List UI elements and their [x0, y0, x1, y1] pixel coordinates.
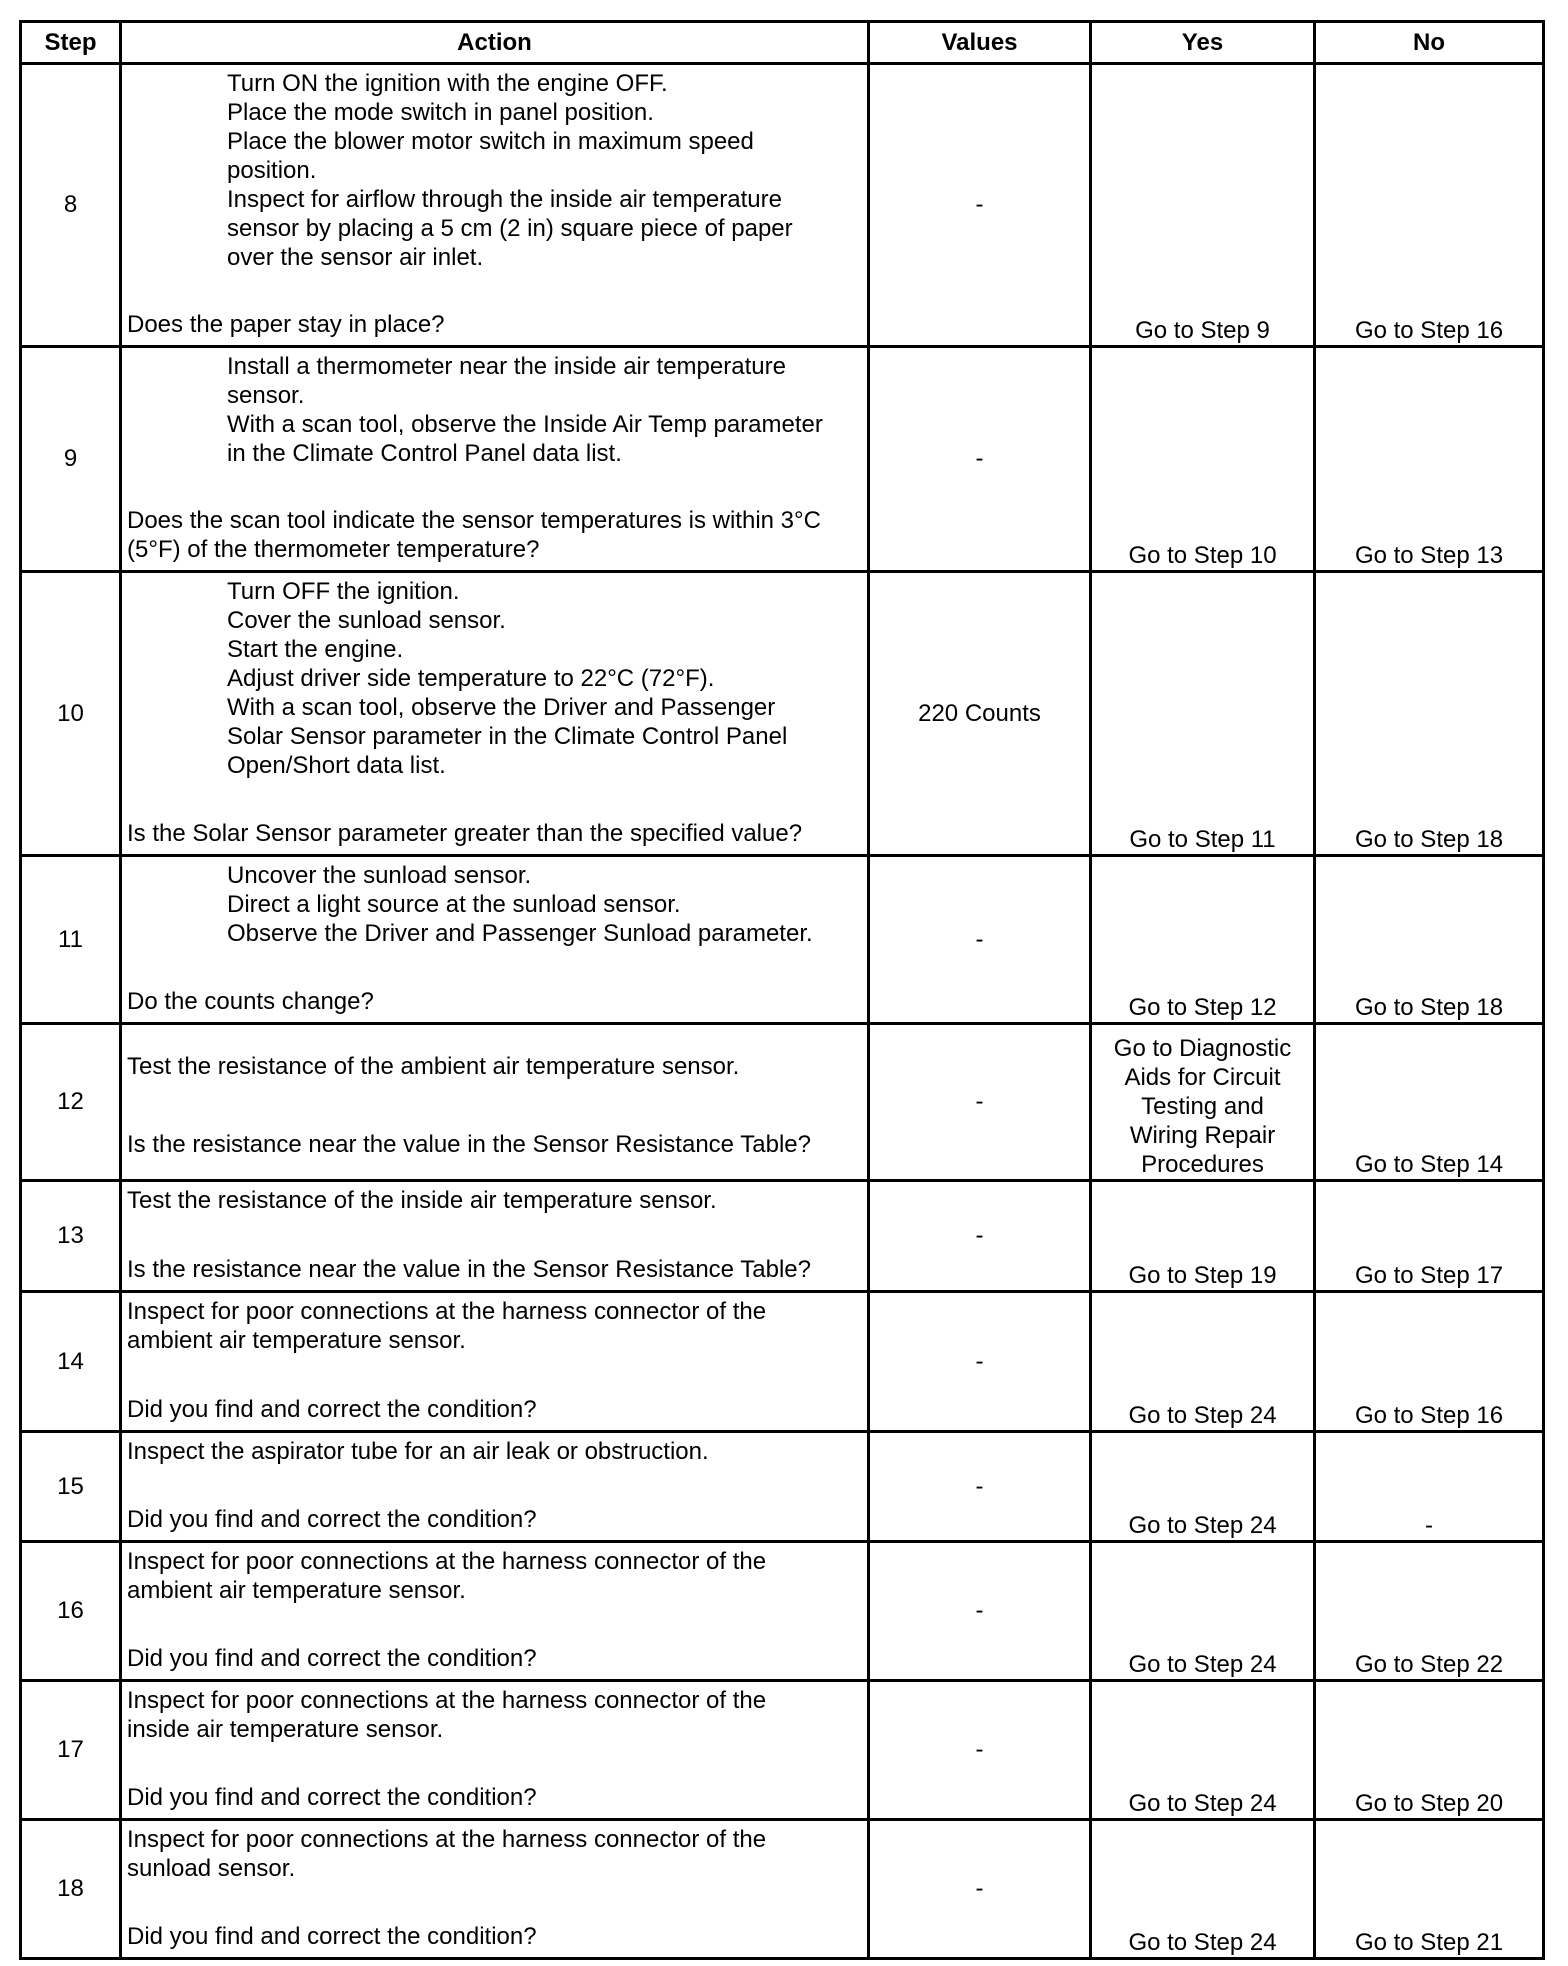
- value-cell: -: [869, 856, 1091, 1024]
- header-step: Step: [21, 22, 121, 64]
- action-question: Is the resistance near the value in the Sensor Resistance Table?: [127, 1256, 811, 1283]
- action-cell: [121, 1432, 869, 1542]
- step-number: 16: [21, 1542, 121, 1681]
- header-row: [21, 22, 1544, 64]
- value-cell: -: [869, 1292, 1091, 1432]
- table-row: [21, 1024, 1544, 1181]
- action-question: Did you find and correct the condition?: [127, 1396, 537, 1423]
- step-number: 12: [21, 1024, 121, 1181]
- step-number: 13: [21, 1181, 121, 1292]
- action-instructions: Inspect for poor connections at the harness connector of the inside air temperature sensor.: [127, 1687, 767, 1743]
- action-question: Is the Solar Sensor parameter greater than the specified value?: [127, 820, 803, 847]
- value-cell: -: [869, 1024, 1091, 1181]
- action-instructions: Uncover the sunload sensor. Direct a light source at the sunload sensor. Observe the Driver and Passenger Sunload parameter.: [227, 862, 813, 947]
- yes-result: Go to Step 24: [1091, 1542, 1315, 1681]
- action-cell: [121, 856, 869, 1024]
- yes-result: Go to Step 19: [1091, 1181, 1315, 1292]
- no-result: Go to Step 14: [1315, 1024, 1544, 1181]
- table-row: [21, 1681, 1544, 1820]
- step-number: 17: [21, 1681, 121, 1820]
- step-number: 14: [21, 1292, 121, 1432]
- action-cell: [121, 64, 869, 347]
- step-number: 15: [21, 1432, 121, 1542]
- action-instructions: Inspect for poor connections at the harness connector of the sunload sensor.: [127, 1826, 767, 1882]
- yes-result: Go to Step 24: [1091, 1432, 1315, 1542]
- yes-result: Go to Step 9: [1091, 64, 1315, 347]
- value-cell: -: [869, 1681, 1091, 1820]
- action-question: Did you find and correct the condition?: [127, 1923, 537, 1950]
- action-instructions: Inspect for poor connections at the harness connector of the ambient air temperature sensor.: [127, 1548, 767, 1604]
- no-result: -: [1315, 1432, 1544, 1542]
- no-result: Go to Step 16: [1315, 1292, 1544, 1432]
- action-cell: [121, 1542, 869, 1681]
- action-question: Did you find and correct the condition?: [127, 1645, 537, 1672]
- step-number: 10: [21, 572, 121, 856]
- yes-result: Go to Step 12: [1091, 856, 1315, 1024]
- yes-result: Go to Step 10: [1091, 347, 1315, 572]
- value-cell: -: [869, 64, 1091, 347]
- no-result: Go to Step 20: [1315, 1681, 1544, 1820]
- action-instructions: Test the resistance of the inside air temperature sensor.: [127, 1187, 717, 1214]
- table-row: [21, 64, 1544, 347]
- action-cell: [121, 1681, 869, 1820]
- step-number: 11: [21, 856, 121, 1024]
- header-action: Action: [121, 22, 869, 64]
- step-number: 8: [21, 64, 121, 347]
- action-instructions: Turn ON the ignition with the engine OFF. Place the mode switch in panel position. Place the blower motor switch in maximum speed position. Inspect for airflow through the inside air temperature sensor by placing a 5 cm (2 in) square piece of paper over the sensor air inlet.: [227, 70, 793, 271]
- value-cell: -: [869, 1432, 1091, 1542]
- yes-result: Go to Diagnostic Aids for Circuit Testing and Wiring Repair Procedures: [1091, 1024, 1315, 1181]
- no-result: Go to Step 13: [1315, 347, 1544, 572]
- action-cell: [121, 1820, 869, 1959]
- action-instructions: Inspect for poor connections at the harness connector of the ambient air temperature sensor.: [127, 1298, 767, 1354]
- table-row: [21, 347, 1544, 572]
- action-question: Do the counts change?: [127, 988, 374, 1015]
- table-row: [21, 572, 1544, 856]
- yes-result: Go to Step 24: [1091, 1820, 1315, 1959]
- no-result: Go to Step 22: [1315, 1542, 1544, 1681]
- no-result: Go to Step 21: [1315, 1820, 1544, 1959]
- value-cell: -: [869, 1181, 1091, 1292]
- yes-result: Go to Step 24: [1091, 1292, 1315, 1432]
- action-instructions: Test the resistance of the ambient air temperature sensor.: [127, 1053, 740, 1080]
- value-cell: -: [869, 1542, 1091, 1681]
- table-row: [21, 1292, 1544, 1432]
- table-row: [21, 1181, 1544, 1292]
- action-question: Does the scan tool indicate the sensor temperatures is within 3°C (5°F) of the thermometer temperature?: [127, 507, 821, 563]
- table-row: [21, 1432, 1544, 1542]
- action-instructions: Inspect the aspirator tube for an air leak or obstruction.: [127, 1438, 709, 1465]
- action-cell: [121, 572, 869, 856]
- yes-result: Go to Step 11: [1091, 572, 1315, 856]
- action-instructions: Install a thermometer near the inside air temperature sensor. With a scan tool, observe the Inside Air Temp parameter in the Climate Control Panel data list.: [227, 353, 823, 467]
- yes-result: Go to Step 24: [1091, 1681, 1315, 1820]
- action-question: Did you find and correct the condition?: [127, 1506, 537, 1533]
- step-number: 9: [21, 347, 121, 572]
- no-result: Go to Step 18: [1315, 856, 1544, 1024]
- diagnostic-table: [19, 20, 1545, 1960]
- table-row: [21, 1820, 1544, 1959]
- header-yes: Yes: [1091, 22, 1315, 64]
- action-cell: [121, 1292, 869, 1432]
- step-number: 18: [21, 1820, 121, 1959]
- action-cell: [121, 1024, 869, 1181]
- value-cell: 220 Counts: [869, 572, 1091, 856]
- value-cell: -: [869, 1820, 1091, 1959]
- table-row: [21, 856, 1544, 1024]
- no-result: Go to Step 16: [1315, 64, 1544, 347]
- no-result: Go to Step 17: [1315, 1181, 1544, 1292]
- value-cell: -: [869, 347, 1091, 572]
- action-cell: [121, 347, 869, 572]
- action-question: Did you find and correct the condition?: [127, 1784, 537, 1811]
- action-question: Does the paper stay in place?: [127, 311, 445, 338]
- action-question: Is the resistance near the value in the Sensor Resistance Table?: [127, 1131, 811, 1158]
- action-instructions: Turn OFF the ignition. Cover the sunload sensor. Start the engine. Adjust driver side temperature to 22°C (72°F). With a scan tool, observe the Driver and Passenger Solar Sensor parameter in the Climate Control Panel Open/Short data list.: [227, 578, 788, 779]
- action-cell: [121, 1181, 869, 1292]
- no-result: Go to Step 18: [1315, 572, 1544, 856]
- header-no: No: [1315, 22, 1544, 64]
- table-row: [21, 1542, 1544, 1681]
- header-values: Values: [869, 22, 1091, 64]
